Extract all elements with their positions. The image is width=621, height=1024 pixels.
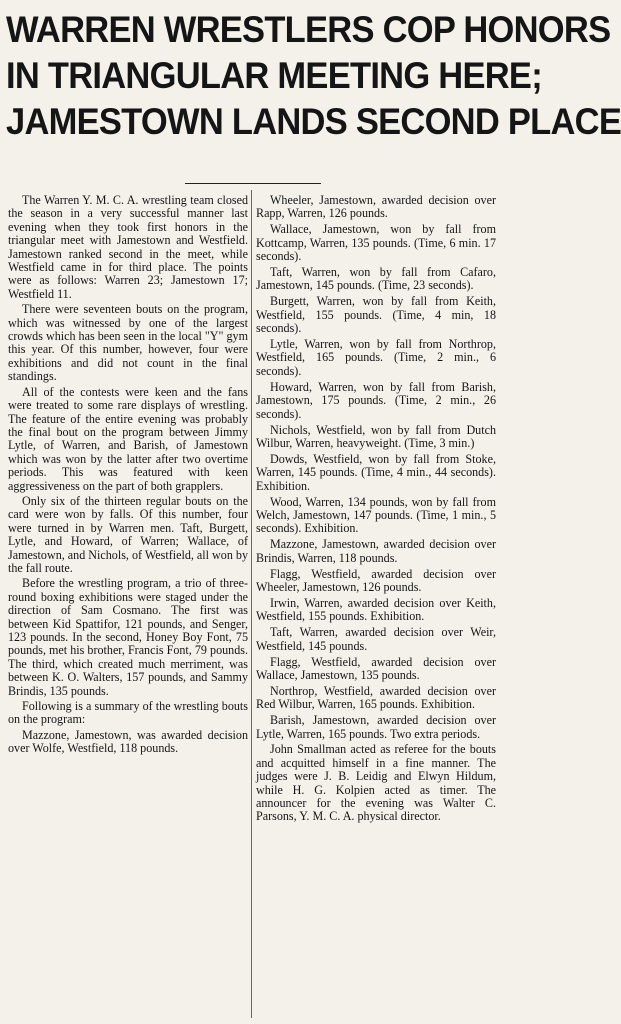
headline-line-1: WARREN WRESTLERS COP HONORS — [6, 8, 611, 50]
bout-result: Barish, Jamestown, awarded decision over Lytle, Warren, 165 pounds. Two extra periods. — [256, 713, 496, 741]
officials-paragraph: John Smallman acted as referee for the bouts and acquitted himself in a fine manner. The judges were J. B. Leidig and Elwyn Hildum, while H. G. Kolpien acted as timer. The announcer for the evening was Walter C. Parsons, Y. M. C. A. physical director. — [256, 742, 496, 824]
column-divider — [251, 190, 252, 1018]
bout-result: Wheeler, Jamestown, awarded decision over Rapp, Warren, 126 pounds. — [256, 193, 496, 221]
article-column-left — [8, 194, 248, 758]
headline-rule — [185, 183, 321, 184]
headline — [6, 6, 621, 144]
bout-result: Northrop, Westfield, awarded decision over Red Wilbur, Warren, 165 pounds. Exhibition. — [256, 683, 496, 712]
paragraph: All of the contests were keen and the fans were treated to some rare displays of wrestling. The feature of the entire evening was probably the final bout on the program between Jimmy Lytle, of Warren, and Barish, of Jamestown which was won by the latter after two overtime periods. This was featured with keen aggressiveness on the part of both grapplers. — [8, 384, 248, 493]
paragraph: Only six of the thirteen regular bouts on the card were won by falls. Of this number, four were turned in by Warren men. Taft, Burgett, Lytle, and Howard, of Warren; Wallace, of Jamestown, and Nichols, of Westfield, all won by the fall route. — [8, 493, 248, 575]
headline-line-2: IN TRIANGULAR MEETING HERE; — [6, 54, 542, 96]
bout-result: Taft, Warren, won by fall from Cafaro, Jamestown, 145 pounds. (Time, 23 seconds). — [256, 265, 496, 293]
paragraph: Following is a summary of the wrestling bouts on the program: — [8, 699, 248, 727]
paragraph: The Warren Y. M. C. A. wrestling team closed the season in a very successful manner last evening when they took first honors in the triangular meet with Jamestown and Westfield. Jamestown ranked second in the meet, while Westfield came in for third place. The points were as follows: Warren 23; Jamestown 17; Westfield 11. — [8, 193, 248, 301]
bout-result: Mazzone, Jamestown, awarded decision over Brindis, Warren, 118 pounds. — [256, 537, 496, 565]
paragraph: Before the wrestling program, a trio of three-round boxing exhibitions were staged under the direction of Sam Cosmano. The first was between Kid Spattifor, 121 pounds, and Senger, 123 pounds. In the second, Honey Boy Font, 75 pounds, met his brother, Francis Font, 79 pounds. The third, which created much merriment, was between K. O. Walters, 157 pounds, and Sammy Brindis, 135 pounds. — [8, 576, 248, 698]
bout-result: Burgett, Warren, won by fall from Keith, Westfield, 155 pounds. (Time, 4 min, 18 seconds). — [256, 294, 496, 336]
bout-result: Flagg, Westfield, awarded decision over Wheeler, Jamestown, 126 pounds. — [256, 566, 496, 594]
paragraph: There were seventeen bouts on the program, which was witnessed by one of the largest crowds which has been seen in the local "Y" gym this year. Of this number, however, four were exhibitions and did not count in the final standings. — [8, 302, 248, 384]
bout-result: Dowds, Westfield, won by fall from Stoke, Warren, 145 pounds. (Time, 4 min., 44 seconds). Exhibition. — [256, 451, 496, 493]
article-column-right — [256, 194, 496, 826]
bout-result: Taft, Warren, awarded decision over Weir, Westfield, 145 pounds. — [256, 625, 496, 653]
bout-result: Wallace, Jamestown, won by fall from Kottcamp, Warren, 135 pounds. (Time, 6 min. 17 seconds). — [256, 222, 496, 264]
bout-result: Flagg, Westfield, awarded decision over Wallace, Jamestown, 135 pounds. — [256, 654, 496, 682]
bout-result: Wood, Warren, 134 pounds, won by fall from Welch, Jamestown, 147 pounds. (Time, 1 min., 5 seconds). Exhibition. — [256, 494, 496, 536]
bout-result: Nichols, Westfield, won by fall from Dutch Wilbur, Warren, heavyweight. (Time, 3 min.) — [256, 422, 496, 450]
bout-result: Howard, Warren, won by fall from Barish, Jamestown, 175 pounds. (Time, 2 min., 26 seconds). — [256, 379, 496, 421]
bout-result: Lytle, Warren, won by fall from Northrop, Westfield, 165 pounds. (Time, 2 min., 6 seconds). — [256, 337, 496, 378]
paragraph: Mazzone, Jamestown, was awarded decision over Wolfe, Westfield, 118 pounds. — [8, 727, 248, 756]
bout-result: Irwin, Warren, awarded decision over Keith, Westfield, 155 pounds. Exhibition. — [256, 595, 496, 624]
headline-line-3: JAMESTOWN LANDS SECOND PLACE — [6, 100, 621, 142]
